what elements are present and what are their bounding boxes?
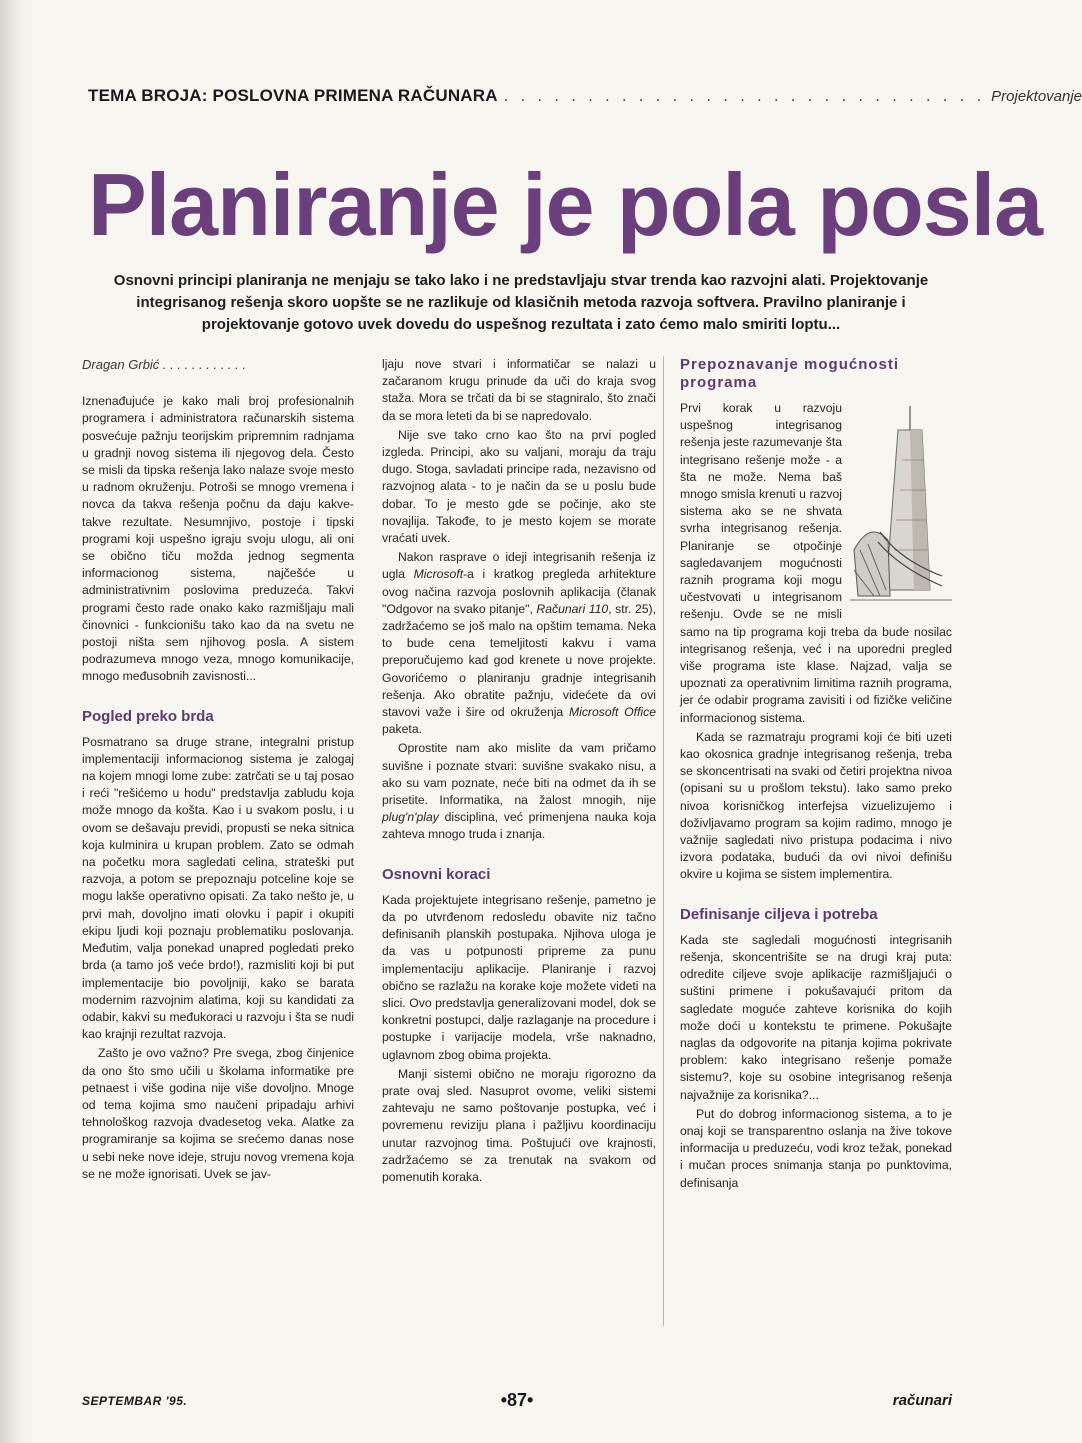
paragraph: [382, 549, 656, 738]
byline-dots: . . . . . . . . . . . .: [159, 357, 246, 372]
footer-issue-date: SEPTEMBAR '95.: [82, 1394, 188, 1408]
paragraph: Put do dobrog informacionog sistema, a to je onaj koji se transparentno oslanja na žive tokove informacija u preduzeću, vodi kroz težak, ponekad i mučan proces snimanja stanja po punktovima, definisanja: [680, 1106, 952, 1190]
page-footer: [82, 1390, 952, 1420]
page-number: •87•: [500, 1390, 534, 1410]
tower-building-illustration: [850, 400, 952, 610]
header-section-title: TEMA BROJA: POSLOVNA PRIMENA RAČUNARA: [88, 86, 498, 105]
text-run: Nakon rasprave o ideji integrisanih rešenja iz ugla: [382, 550, 656, 582]
running-header: [88, 86, 1082, 112]
author-name: Dragan Grbić: [82, 357, 160, 372]
column-1: [82, 356, 354, 1185]
article-lead: Osnovni principi planiranja ne menjaju se tako lako i ne predstavljaju stvar trenda kao razvojni alati. Projektovanje integrisanog rešenja skoro uopšte se ne razlikuje od klasičnih metoda razvoja softvera. Pravilno planiranje i projektovanje gotovo uvek dovedu do uspešnog rezultata i zato ćemo malo smiriti loptu...: [113, 272, 929, 333]
paragraph: Kada projektujete integrisano rešenje, pametno je da po utvrđenom redosledu obavite niz tačno definisanih planskih postupaka. Njihova uloga je da vas u potpunosti pripreme za punu implementaciju aplikacije. Planiranje i razvoj obično se razlažu na korake koje možete videti na slici. Ovo predstavlja generalizovani model, dok se konkretni postupci, dalje razlaganje na procedure i postupke i varijacije modela, vrše naknadno, uglavnom zbog obima projekta.: [382, 892, 656, 1062]
column-divider: [663, 356, 664, 1326]
text-run-italic: Računari 110: [536, 601, 609, 616]
paragraph: ljaju nove stvari i informatičar se nalazi u začaranom krugu prinude da uči do kraja svog staža. Mora se trčati da bi se stagniralo, što znači da se mora leteti da bi se napredovalo.: [382, 357, 656, 423]
column-3: [680, 356, 952, 1194]
header-dot-leader: . . . . . . . . . . . . . . . . . . . . . . . . . . . . .: [503, 88, 986, 105]
text-run: -a i kratkog pregleda arhitekture ovog načina razvoja poslovnih aplikacija (članak "Odgovor na svako pitanje",: [382, 567, 656, 616]
byline: [82, 356, 354, 373]
text-run-italic: Microsoft Office: [568, 705, 656, 720]
subheading-pogled-preko-brda: Pogled preko brda: [82, 707, 214, 725]
paragraph: Nije sve tako crno kao što na prvi pogled izgleda. Principi, ako su valjani, moraju da traju dugo. Stoga, savladati principe rada, nezavisno od razvojnog alata - to je način da se u poslu bude dobar. To je mesto gde se počinje, ako ste novajlija. Takođe, to je mesto kojem se morate vraćati uvek.: [382, 427, 656, 546]
paragraph: Prvi korak u razvoju uspešnog integrisanog rešenja jeste razumevanje šta integrisano rešenje može - a šta ne može. Nema baš mnogo smisla krenuti u razvoj sistema ako se ne shvata svrha integrisanog rešenja. Planiranje se otpočinje sagledavanjem mogućnosti raznih programa koji mogu učestvovati u integrisanom rešenju. Ovde se ne misli samo na tip programa koji treba da bude nosilac integrisanog rešenja, već i na uporedni pregled više programa iste klase. Najzad, valja se upoznati za operativnim limitima raznih programa, jer će odabir programa zavisiti i od fizičke veličine informacionog sistema.: [680, 401, 952, 725]
subheading-osnovni-koraci: Osnovni koraci: [382, 865, 491, 883]
text-run: disciplina, već primenjena nauka koja zahteva mnogo truda i znanja.: [382, 810, 656, 842]
paragraph: Kada se razmatraju programi koji će biti uzeti kao okosnica gradnje integrisanog rešenja, treba se skoncentrisati na svaki od četiri projektna nivoa (opisani su u prošlom tekstu). Iako samo preko nivoa korisničkog interfejsa vizuelizujemo i doživljavamo program sa kojim radimo, mnogo je važnije sagledati nivo pristupa podacima i nivo izvora podataka, budući da ovi nivoi definišu okvire u kojima se sistem implementira.: [680, 729, 952, 882]
article-title: Planiranje je pola posla: [88, 155, 1043, 254]
page-gutter-shadow: [0, 0, 26, 1443]
paragraph: Iznenađujuće je kako mali broj profesionalnih programera i administratora računarskih sistema posvećuje pažnju teorijskim pripremnim radnjama u gradnji novog sistema ili njegovog dela. Često se misli da tipska rešenja lako nalaze svoje mesto u radnom okruženju. Potroši se mnogo vremena i novca da takva rešenja počnu da daju kakve-takve rezultate. Nesumnjivo, postoje i tipski programi koji uspešno igraju svoju ulogu, ali oni se obično tiču možda jednog segmenta informacionog sistema, najčešće u administrativnim poslovima preduzeća. Takvi programi često rade onako kako razmišljaju mali činovnici - funkcionišu tako kao da na svetu ne postoji ništa sem njihovog posla. A sistem podrazumeva mnogo veza, mnogo komunikacije, mnogo međusobnih zavisnosti...: [82, 394, 354, 684]
text-run-italic: Microsoft: [413, 567, 464, 582]
paragraph: Manji sistemi obično ne moraju rigorozno da prate ovaj sled. Nasuprot ovome, veliki sistemi zahtevaju ne samo poštovanje postupka, već i povremenu reviziju plana i pažljivu koordinaciju unutar razvojnog tima. Poštujući ove krajnosti, zadržaćemo se za trenutak na svakom od pomenutih koraka.: [382, 1066, 656, 1184]
text-run: Oprostite nam ako mislite da vam pričamo suvišne i poznate stvari: suvišne svakako nisu, a ako su vam poznate, neće biti na odmet da ih se prisetite. Informatika, na žalost mnogih, nije: [382, 741, 656, 808]
magazine-name: računari: [892, 1392, 952, 1409]
column-2: [382, 356, 656, 1188]
subheading-definisanje-ciljeva: Definisanje ciljeva i potreba: [680, 905, 878, 923]
paragraph: Zašto je ovo važno? Pre svega, zbog činjenice da ono što smo učili u školama informatike pre petnaest i više godina nije više dovoljno. Mnoge od tema kojima smo naučeni pripadaju arhivi tehnološkog razvoja dvadesetog veka. Alatke za programiranje sa kojima se srećemo danas nose u sebi neke nove ideje, struju novog vremena koja se ne može ignorisati. Uvek se jav-: [82, 1046, 354, 1181]
text-run: , str. 25), zadržaćemo se još malo na opštim temama. Neka to bude cena temeljitosti kakvu i vama preporučujemo kad god krenete u nove projekte. Govorićemo o planiranju gradnje integrisanih rešenja. Ako obratite pažnju, videćete da ovi stavovi važe i šire od okruženja: [382, 601, 656, 720]
paragraph: Kada ste sagledali mogućnosti integrisanih rešenja, skoncentrišite se na drugi kraj puta: odredite ciljeve svoje aplikacije razmišljajući o suštini primene i pokušavajući pritom da sagledate moguće zahteve korisnika do kojih može doći u kontekstu te primene. Pokušajte naglas da odgovorite na pitanja kojima pokrivate problem: kako integrisano rešenje pomaže sistemu?, koje su osobine integrisanog rešenja najvažnije za korisnika?...: [680, 932, 952, 1102]
paragraph: [382, 740, 656, 843]
paragraph: Posmatrano sa druge strane, integralni pristup implementaciji informacionog sistema je zalogaj na kojem mnogi lome zube: zatrčati se u taj posao i reći "rešićemo u hodu" predstavlja zabludu koja može mnogo da košta. Kao i u svakom poslu, i u ovom se dešavaju previdi, propusti se neka sitnica koja kulminira u krupan problem. Zato se odmah na početku mora sagledati celina, strateški put razvoja, a potom se prepoznaju potceline koje se mogu lakše operativno opisati. Za tako nešto je, u prvi mah, dovoljno imati olovku i papir i okupiti ekipu ljudi koji poznaju problematiku poslovanja. Međutim, valja ponekad unapred pogledati preko brda (a tamo još veće brdo!), razmisliti koji bi put implementacije bio povoljniji, kako se barata modernim razvojnim alatima, koji su kandidati za odabir, kakvi su međukoraci u razvoju i šta se nudi kao krajnji rezultat razvoja.: [82, 734, 354, 1042]
header-topic: Projektovanje: [991, 88, 1082, 105]
text-run: paketa.: [382, 722, 422, 737]
subheading-prepoznavanje: Prepoznavanje mogućnosti programa: [680, 356, 900, 391]
text-run-italic: plug'n'play: [382, 810, 439, 825]
